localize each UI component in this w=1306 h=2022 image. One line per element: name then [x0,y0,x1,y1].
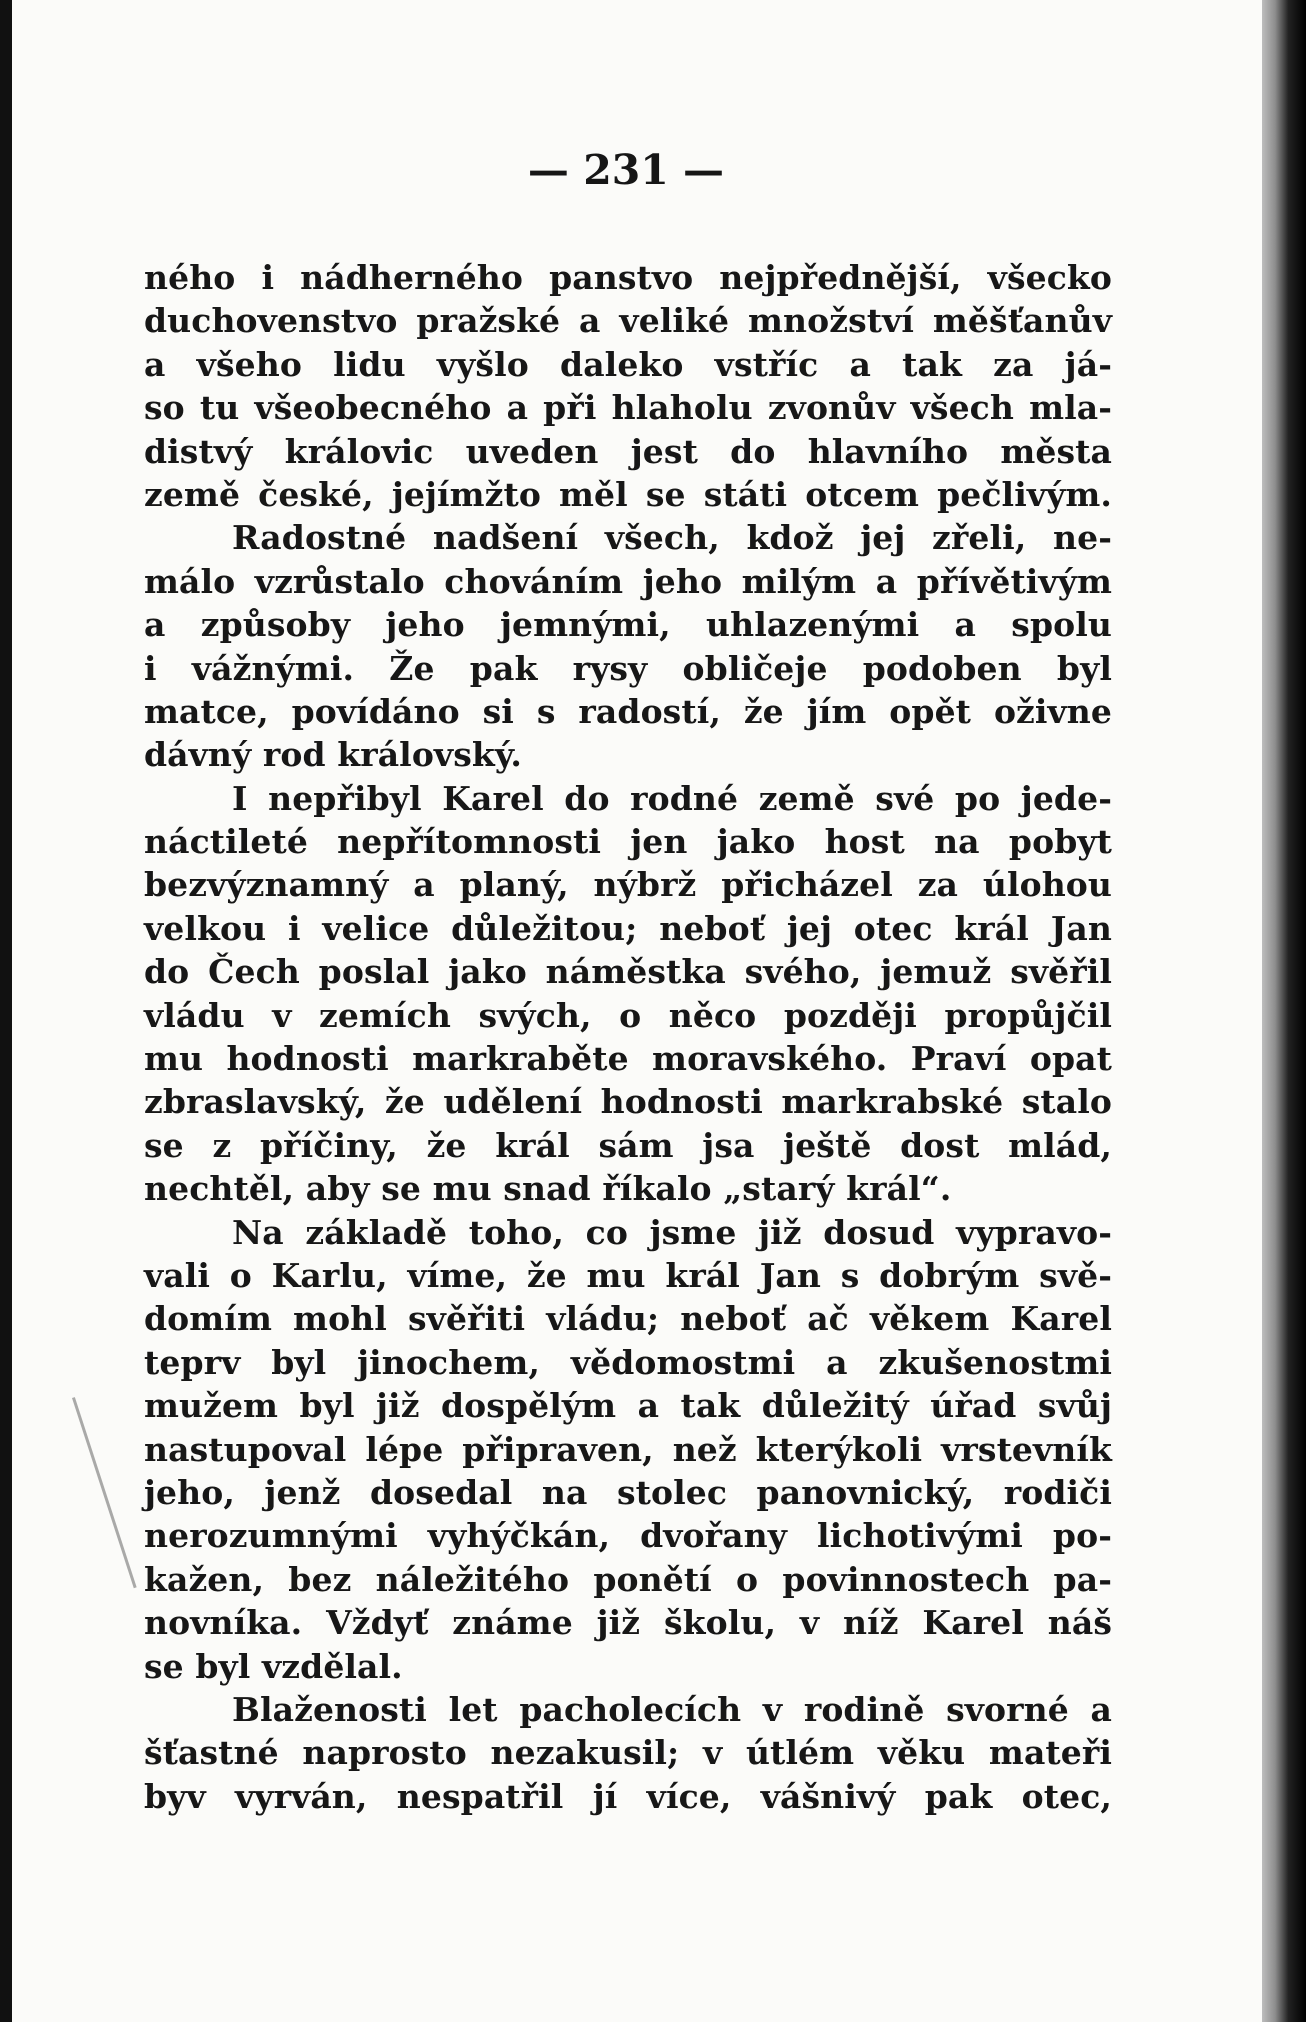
text-line: so tu všeobecného a při hlaholu zvonův všech mla- [144,388,1112,428]
text-line: novníka. Vždyť známe již školu, v níž Karel náš [144,1603,1112,1643]
text-line: domím mohl svěřiti vládu; neboť ač věkem Karel [144,1299,1112,1339]
page-number: — 231 — [527,146,725,194]
text-line: se z příčiny, že král sám jsa ještě dost mlád, [144,1125,1112,1165]
text-line: a způsoby jeho jemnými, uhlazenými a spolu [144,605,1112,645]
text-line: dávný rod královský. [144,735,522,775]
text-line: ného i nádherného panstvo nejpřednější, všecko [144,258,1112,297]
text-line: a všeho lidu vyšlo daleko vstříc a tak za já- [144,344,1112,384]
text-line: do Čech poslal jako náměstka svého, jemuž svěřil [144,952,1112,992]
text-line: vládu v zemích svých, o něco později propůjčil [144,995,1112,1035]
text-line: země české, jejímžto měl se státi otcem pečlivým. [144,474,1112,514]
body-text [144,256,1112,1818]
text-line: velkou i velice důležitou; neboť jej otec král Jan [144,908,1112,948]
text-line: nerozumnými vyhýčkán, dvořany lichotivými po- [144,1516,1112,1556]
text-line: bezvýznamný a planý, nýbrž přicházel za úlohou [144,865,1112,905]
text-line: vali o Karlu, víme, že mu král Jan s dobrým svě- [144,1255,1112,1295]
text-line: byv vyrván, nespatřil jí více, vášnivý pak otec, [144,1776,1112,1816]
text-line: se byl vzdělal. [144,1646,403,1686]
text-line: nastupoval lépe připraven, než kterýkoli vrstevník [144,1429,1112,1469]
text-line: zbraslavský, že udělení hodnosti markrabské stalo [144,1082,1112,1122]
text-line: málo vzrůstalo chováním jeho milým a přívětivým [144,561,1112,601]
text-line: Blaženosti let pacholecích v rodině svorné a [232,1689,1112,1729]
text-line: distvý královic uveden jest do hlavního města [144,431,1112,471]
text-line: nechtěl, aby se mu snad říkalo „starý král“. [144,1169,952,1209]
margin-pencil-mark [72,1397,137,1588]
text-line: I nepřibyl Karel do rodné země své po jede- [232,778,1112,818]
text-line: mužem byl již dospělým a tak důležitý úřad svůj [144,1386,1112,1426]
text-line: Radostné nadšení všech, kdož jej zřeli, ne- [232,518,1112,558]
text-line: mu hodnosti markraběte moravského. Praví opat [144,1039,1112,1079]
text-line: teprv byl jinochem, vědomostmi a zkušenostmi [144,1342,1112,1382]
text-line: duchovenstvo pražské a veliké množství měšťanův [144,301,1112,341]
text-line: Na základě toho, co jsme již dosud vypravo- [232,1212,1112,1252]
text-line: matce, povídáno si s radostí, že jím opět oživne [144,691,1112,731]
text-line: i vážnými. Že pak rysy obličeje podoben byl [144,648,1112,688]
page-left-edge [0,0,12,2022]
text-line: šťastné naprosto nezakusil; v útlém věku mateři [144,1733,1112,1773]
text-line: kažen, bez náležitého ponětí o povinnostech pa- [144,1559,1112,1599]
text-line: jeho, jenž dosedal na stolec panovnický, rodiči [144,1472,1112,1512]
page-right-edge [1262,0,1306,2022]
text-line: náctileté nepřítomnosti jen jako host na pobyt [144,822,1112,862]
